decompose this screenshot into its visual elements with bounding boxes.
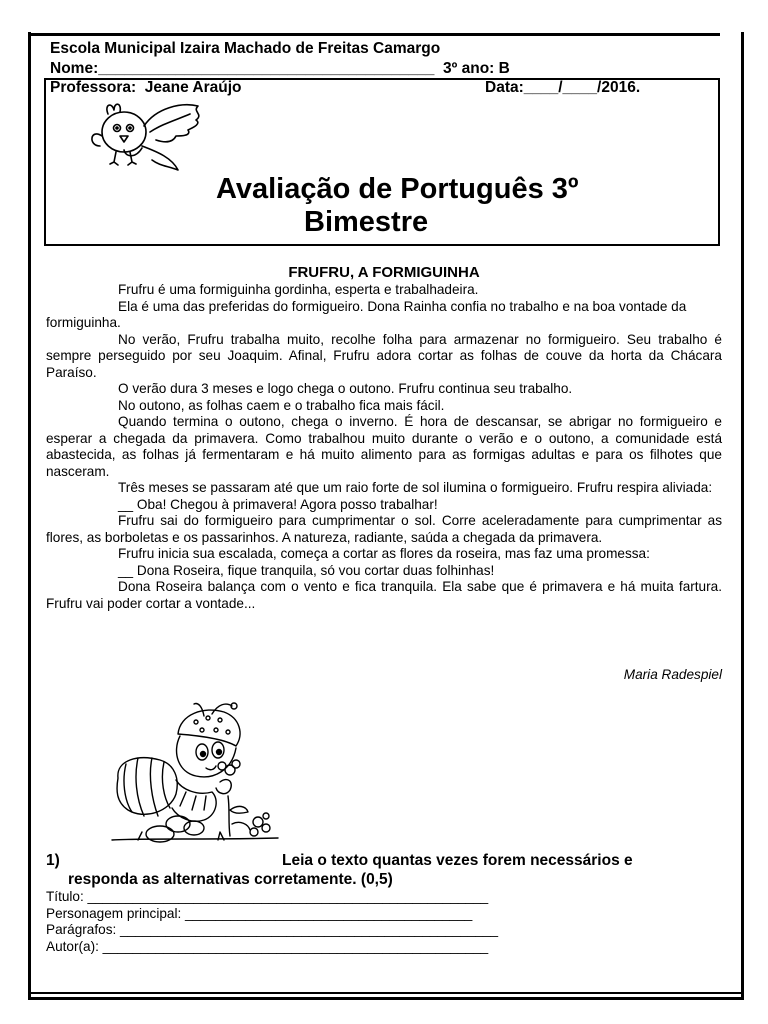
- story-paragraph: O verão dura 3 meses e logo chega o outono. Frufru continua seu trabalho.: [118, 381, 573, 396]
- bottom-rule: [28, 992, 744, 994]
- date-line: Data:____/____/2016.: [485, 79, 641, 96]
- story-paragraph: __ Dona Roseira, fique tranquila, só vou cortar duas folhinhas!: [118, 562, 495, 578]
- story-paragraph: Frufru sai do formigueiro para cumprimentar o sol. Corre aceleradamente para cumprimentar as flores, as borboletas e os passarinhos. A natureza, radiante, saúda a chegada da primavera.: [46, 513, 722, 545]
- page-title: Avaliação de Português 3º: [216, 173, 579, 205]
- top-rule: [28, 33, 720, 36]
- story-text: [46, 282, 722, 612]
- field-titulo[interactable]: Título: _____________________________________________________: [46, 889, 489, 904]
- story-paragraph: Dona Roseira balança com o vento e fica tranquila. Ela sabe que é primavera e há muita fartura. Frufru vai poder cortar a vontade...: [46, 579, 722, 611]
- story-paragraph: Quando termina o outono, chega o inverno. É hora de descansar, se abrigar no formigueiro e esperar a chegada da primavera. Como trabalhou muito durante o verão e o outono, a comunidade está abastecida, as folhas já fermentaram e há muito alimento para as formigas adultas e para os filhotes que nasceram.: [46, 414, 722, 479]
- story-paragraph: Frufru é uma formiguinha gordinha, esperta e trabalhadeira.: [118, 282, 479, 297]
- story-paragraph: No outono, as folhas caem e o trabalho fica mais fácil.: [118, 397, 445, 413]
- answer-fields: [46, 889, 498, 955]
- bird-drawing-icon: [86, 98, 216, 184]
- field-autor[interactable]: Autor(a): ___________________________________________________: [46, 938, 489, 954]
- page-title-line2: Bimestre: [304, 206, 429, 238]
- story-paragraph: Ela é uma das preferidas do formigueiro. Dona Rainha confia no trabalho e na boa vontade da formiguinha.: [46, 298, 687, 330]
- teacher-line: Professora: Jeane Araújo: [50, 79, 242, 96]
- name-line: Nome:_______________________________________ 3º ano: B: [50, 60, 510, 77]
- ant-girl-drawing-icon: [108, 700, 280, 848]
- story-paragraph: No verão, Frufru trabalha muito, recolhe folha para armazenar no formigueiro. Seu trabalho é sempre perseguido por seu Joaquim. Afinal, Frufru adora cortar as folhas de couve da horta da Chácara Paraíso.: [46, 331, 722, 380]
- story-title: FRUFRU, A FORMIGUINHA: [288, 264, 480, 281]
- question-text-line2: responda as alternativas corretamente. (0,5): [68, 871, 393, 888]
- story-author: Maria Radespiel: [623, 667, 722, 682]
- field-paragrafos[interactable]: Parágrafos: __________________________________________________: [46, 922, 499, 937]
- question-text-line1: Leia o texto quantas vezes forem necessários e: [282, 852, 633, 869]
- field-personagem[interactable]: Personagem principal: ______________________________________: [46, 905, 473, 921]
- story-paragraph: Três meses se passaram até que um raio forte de sol ilumina o formigueiro. Frufru respira aliviada:: [118, 480, 713, 495]
- question-number: 1): [46, 852, 60, 869]
- story-paragraph: __ Oba! Chegou à primavera! Agora posso trabalhar!: [118, 496, 438, 512]
- school-name: Escola Municipal Izaira Machado de Freitas Camargo: [50, 40, 441, 57]
- story-paragraph: Frufru inicia sua escalada, começa a cortar as flores da roseira, mas faz uma promessa:: [118, 546, 650, 561]
